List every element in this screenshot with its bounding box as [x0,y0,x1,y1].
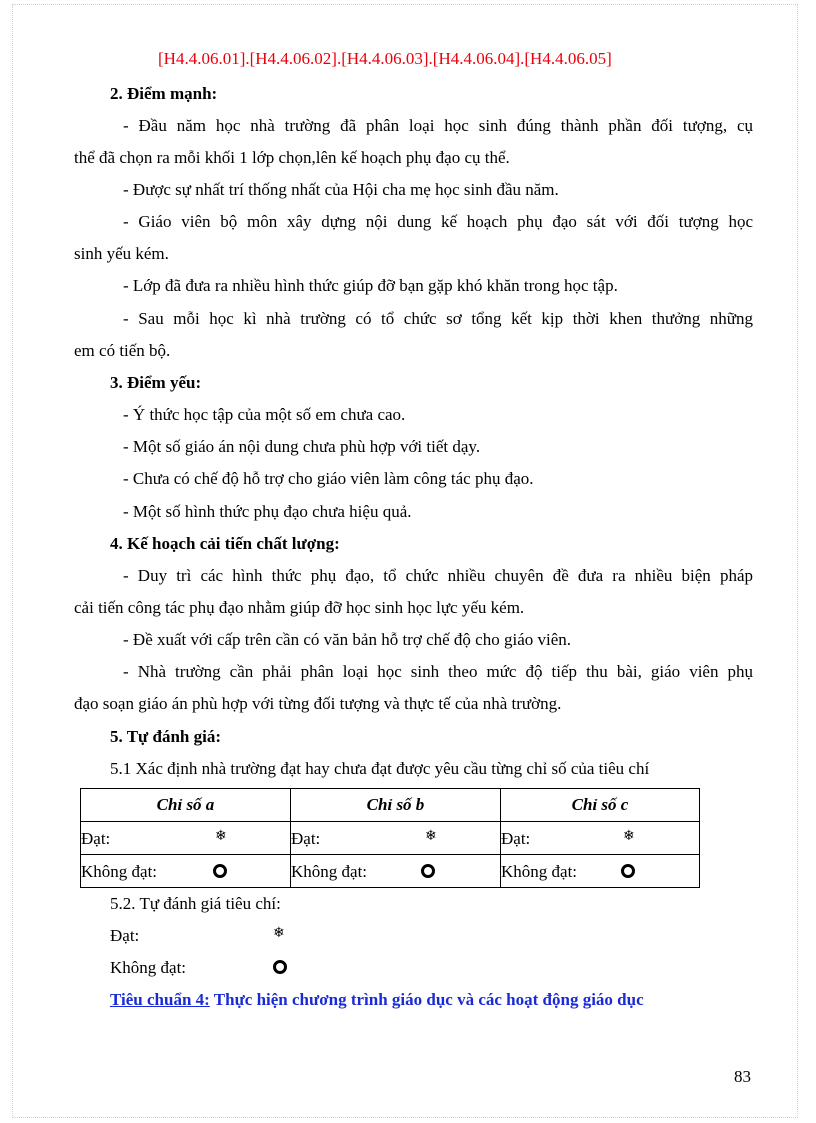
section2-p1-line1: - Đầu năm học nhà trường đã phân loại học sinh đúng thành phần đối tượng, cụ [123,116,753,135]
section2-heading: 2. Điểm mạnh: [110,84,218,103]
ring-icon [273,959,287,979]
section3-item: - Một số hình thức phụ đạo chưa hiệu quả. [123,502,412,521]
section3-item: - Ý thức học tập của một số em chưa cao. [123,405,406,424]
criteria-table [80,788,700,888]
section2-p1-line2: thể đã chọn ra mỗi khối 1 lớp chọn,lên kế hoạch phụ đạo cụ thể. [74,148,510,167]
section2-p5-line1: - Sau mỗi học kì nhà trường có tổ chức sơ tổng kết kịp thời khen thưởng những [123,309,753,328]
section4-p1-line1: - Duy trì các hình thức phụ đạo, tổ chức nhiều chuyên đề đưa ra nhiều biện pháp [123,566,753,585]
section4-p1-line2: cải tiến công tác phụ đạo nhằm giúp đỡ học sinh học lực yếu kém. [74,598,525,617]
section5-heading: 5. Tự đánh giá: [110,727,221,746]
page-number: 83 [734,1067,751,1086]
ring-icon [421,863,435,883]
next-standard-title: Thực hiện chương trình giáo dục và các hoạt động giáo dục [213,990,644,1009]
fail-label: Không đạt: [81,862,158,881]
evidence-codes: [H4.4.06.01].[H4.4.06.02].[H4.4.06.03].[H4.4.06.04].[H4.4.06.05] [158,49,612,68]
pass-label: Đạt: [501,829,531,848]
table-header-c: Chỉ số c [501,789,700,822]
snowflake-icon: ❄ [215,829,227,844]
table-row-fail [81,855,700,888]
next-standard-label[interactable]: Tiêu chuẩn 4: [110,990,210,1009]
section2-p4: - Lớp đã đưa ra nhiều hình thức giúp đỡ bạn gặp khó khăn trong học tập. [123,276,618,295]
section2-p2: - Được sự nhất trí thống nhất của Hội cha mẹ học sinh đầu năm. [123,180,559,199]
section4-p3-line1: - Nhà trường cần phải phân loại học sinh theo mức độ tiếp thu bài, giáo viên phụ [123,662,753,681]
table-cell-pass-a [81,822,291,855]
section2-p3-line2: sinh yếu kém. [74,244,169,263]
table-cell-fail-c [501,855,700,888]
section4-p3-line2: đạo soạn giáo án phù hợp với từng đối tượng và thực tế của nhà trường. [74,694,562,713]
fail-label: Không đạt: [501,862,578,881]
ring-icon [213,863,227,883]
table-header-a: Chỉ số a [81,789,291,822]
table-header-b: Chỉ số b [291,789,501,822]
self-pass-label: Đạt: [110,926,140,945]
next-standard[interactable] [110,990,644,1010]
table-cell-fail-a [81,855,291,888]
section2-p5-line2: em có tiến bộ. [74,341,171,360]
snowflake-icon: ❄ [425,829,437,844]
section2-p3-line1: - Giáo viên bộ môn xây dựng nội dung kế hoạch phụ đạo sát với đối tượng học [123,212,753,231]
snowflake-icon: ❄ [273,926,285,941]
section3-heading: 3. Điểm yếu: [110,373,202,392]
section4-p2: - Đề xuất với cấp trên cần có văn bản hỗ trợ chế độ cho giáo viên. [123,630,572,649]
ring-icon [621,863,635,883]
section5-sub2: 5.2. Tự đánh giá tiêu chí: [110,894,281,913]
section3-item: - Chưa có chế độ hỗ trợ cho giáo viên làm công tác phụ đạo. [123,469,534,488]
page-border [12,4,798,1118]
table-header-row [81,789,700,822]
table-row-pass [81,822,700,855]
table-cell-pass-b [291,822,501,855]
table-cell-pass-c [501,822,700,855]
self-fail-label: Không đạt: [110,958,187,977]
snowflake-icon: ❄ [623,829,635,844]
pass-label: Đạt: [81,829,111,848]
section3-item: - Một số giáo án nội dung chưa phù hợp với tiết dạy. [123,437,481,456]
fail-label: Không đạt: [291,862,368,881]
pass-label: Đạt: [291,829,321,848]
section5-sub1: 5.1 Xác định nhà trường đạt hay chưa đạt được yêu cầu từng chỉ số của tiêu chí [110,759,650,778]
table-cell-fail-b [291,855,501,888]
section4-heading: 4. Kế hoạch cải tiến chất lượng: [110,534,340,553]
